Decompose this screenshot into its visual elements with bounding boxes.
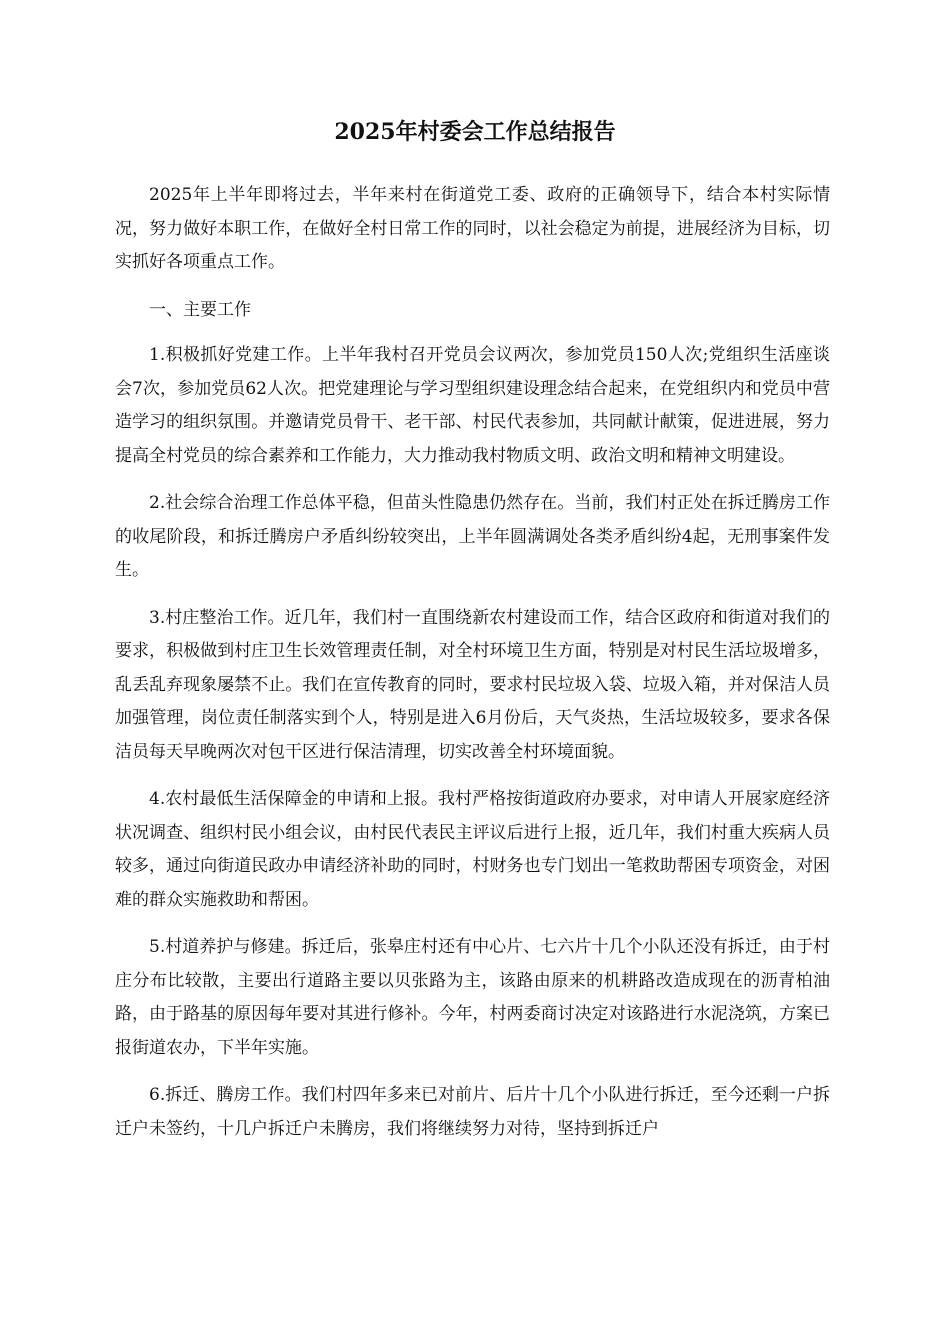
paragraph-road-maintenance: 5.村道养护与修建。拆迁后，张皋庄村还有中心片、七六片十几个小队还没有拆迁，由于村庄分布比较散，主要出行道路主要以贝张路为主，该路由原来的机耕路改造成现在的沥青柏油路，由于路基的原因每年要对其进行修补。今年，村两委商讨决定对该路进行水泥浇筑，方案已报街道农办，下半年实施。 [115,937,830,1058]
document-title: 2025年村委会工作总结报告 [334,119,616,145]
intro-paragraph: 2025年上半年即将过去，半年来村在街道党工委、政府的正确领导下，结合本村实际情况，努力做好本职工作，在做好全村日常工作的同时，以社会稳定为前提，进展经济为目标，切实抓好各项重点工作。 [115,185,830,272]
document-body [115,179,830,1160]
paragraph-minimum-living-allowance: 4.农村最低生活保障金的申请和上报。我村严格按街道政府办要求，对申请人开展家庭经济状况调查、组织村民小组会议，由村民代表民主评议后进行上报，近几年，我们村重大疾病人员较多，通过向街道民政办申请经济补助的同时，村财务也专门划出一笔救助帮困专项资金，对困难的群众实施救助和帮困。 [115,789,830,910]
paragraph-party-building: 1.积极抓好党建工作。上半年我村召开党员会议两次，参加党员150人次;党组织生活座谈会7次，参加党员62人次。把党建理论与学习型组织建设理念结合起来，在党组织内和党员中营造学习的组织氛围。并邀请党员骨干、老干部、村民代表参加，共同献计献策，促进进展，努力提高全村党员的综合素养和工作能力，大力推动我村物质文明、政治文明和精神文明建设。 [115,345,830,466]
paragraph-social-governance: 2.社会综合治理工作总体平稳，但苗头性隐患仍然存在。当前，我们村正处在拆迁腾房工作的收尾阶段，和拆迁腾房户矛盾纠纷较突出，上半年圆满调处各类矛盾纠纷4起，无刑事案件发生。 [115,493,830,580]
paragraph-village-cleanup: 3.村庄整治工作。近几年，我们村一直围绕新农村建设而工作，结合区政府和街道对我们的要求，积极做到村庄卫生长效管理责任制，对全村环境卫生方面，特别是对村民生活垃圾增多，乱丢乱弃现象屡禁不止。我们在宣传教育的同时，要求村民垃圾入袋、垃圾入箱，并对保洁人员加强管理，岗位责任制落实到个人，特别是进入6月份后，天气炎热，生活垃圾较多，要求各保洁员每天早晚两次对包干区进行保洁清理，切实改善全村环境面貌。 [115,607,830,762]
paragraph-demolition: 6.拆迁、腾房工作。我们村四年多来已对前片、后片十几个小队进行拆迁，至今还剩一户拆迁户未签约，十几户拆迁户未腾房，我们将继续努力对待，坚持到拆迁户 [115,1085,830,1139]
section-heading-main-work: 一、主要工作 [149,299,251,320]
